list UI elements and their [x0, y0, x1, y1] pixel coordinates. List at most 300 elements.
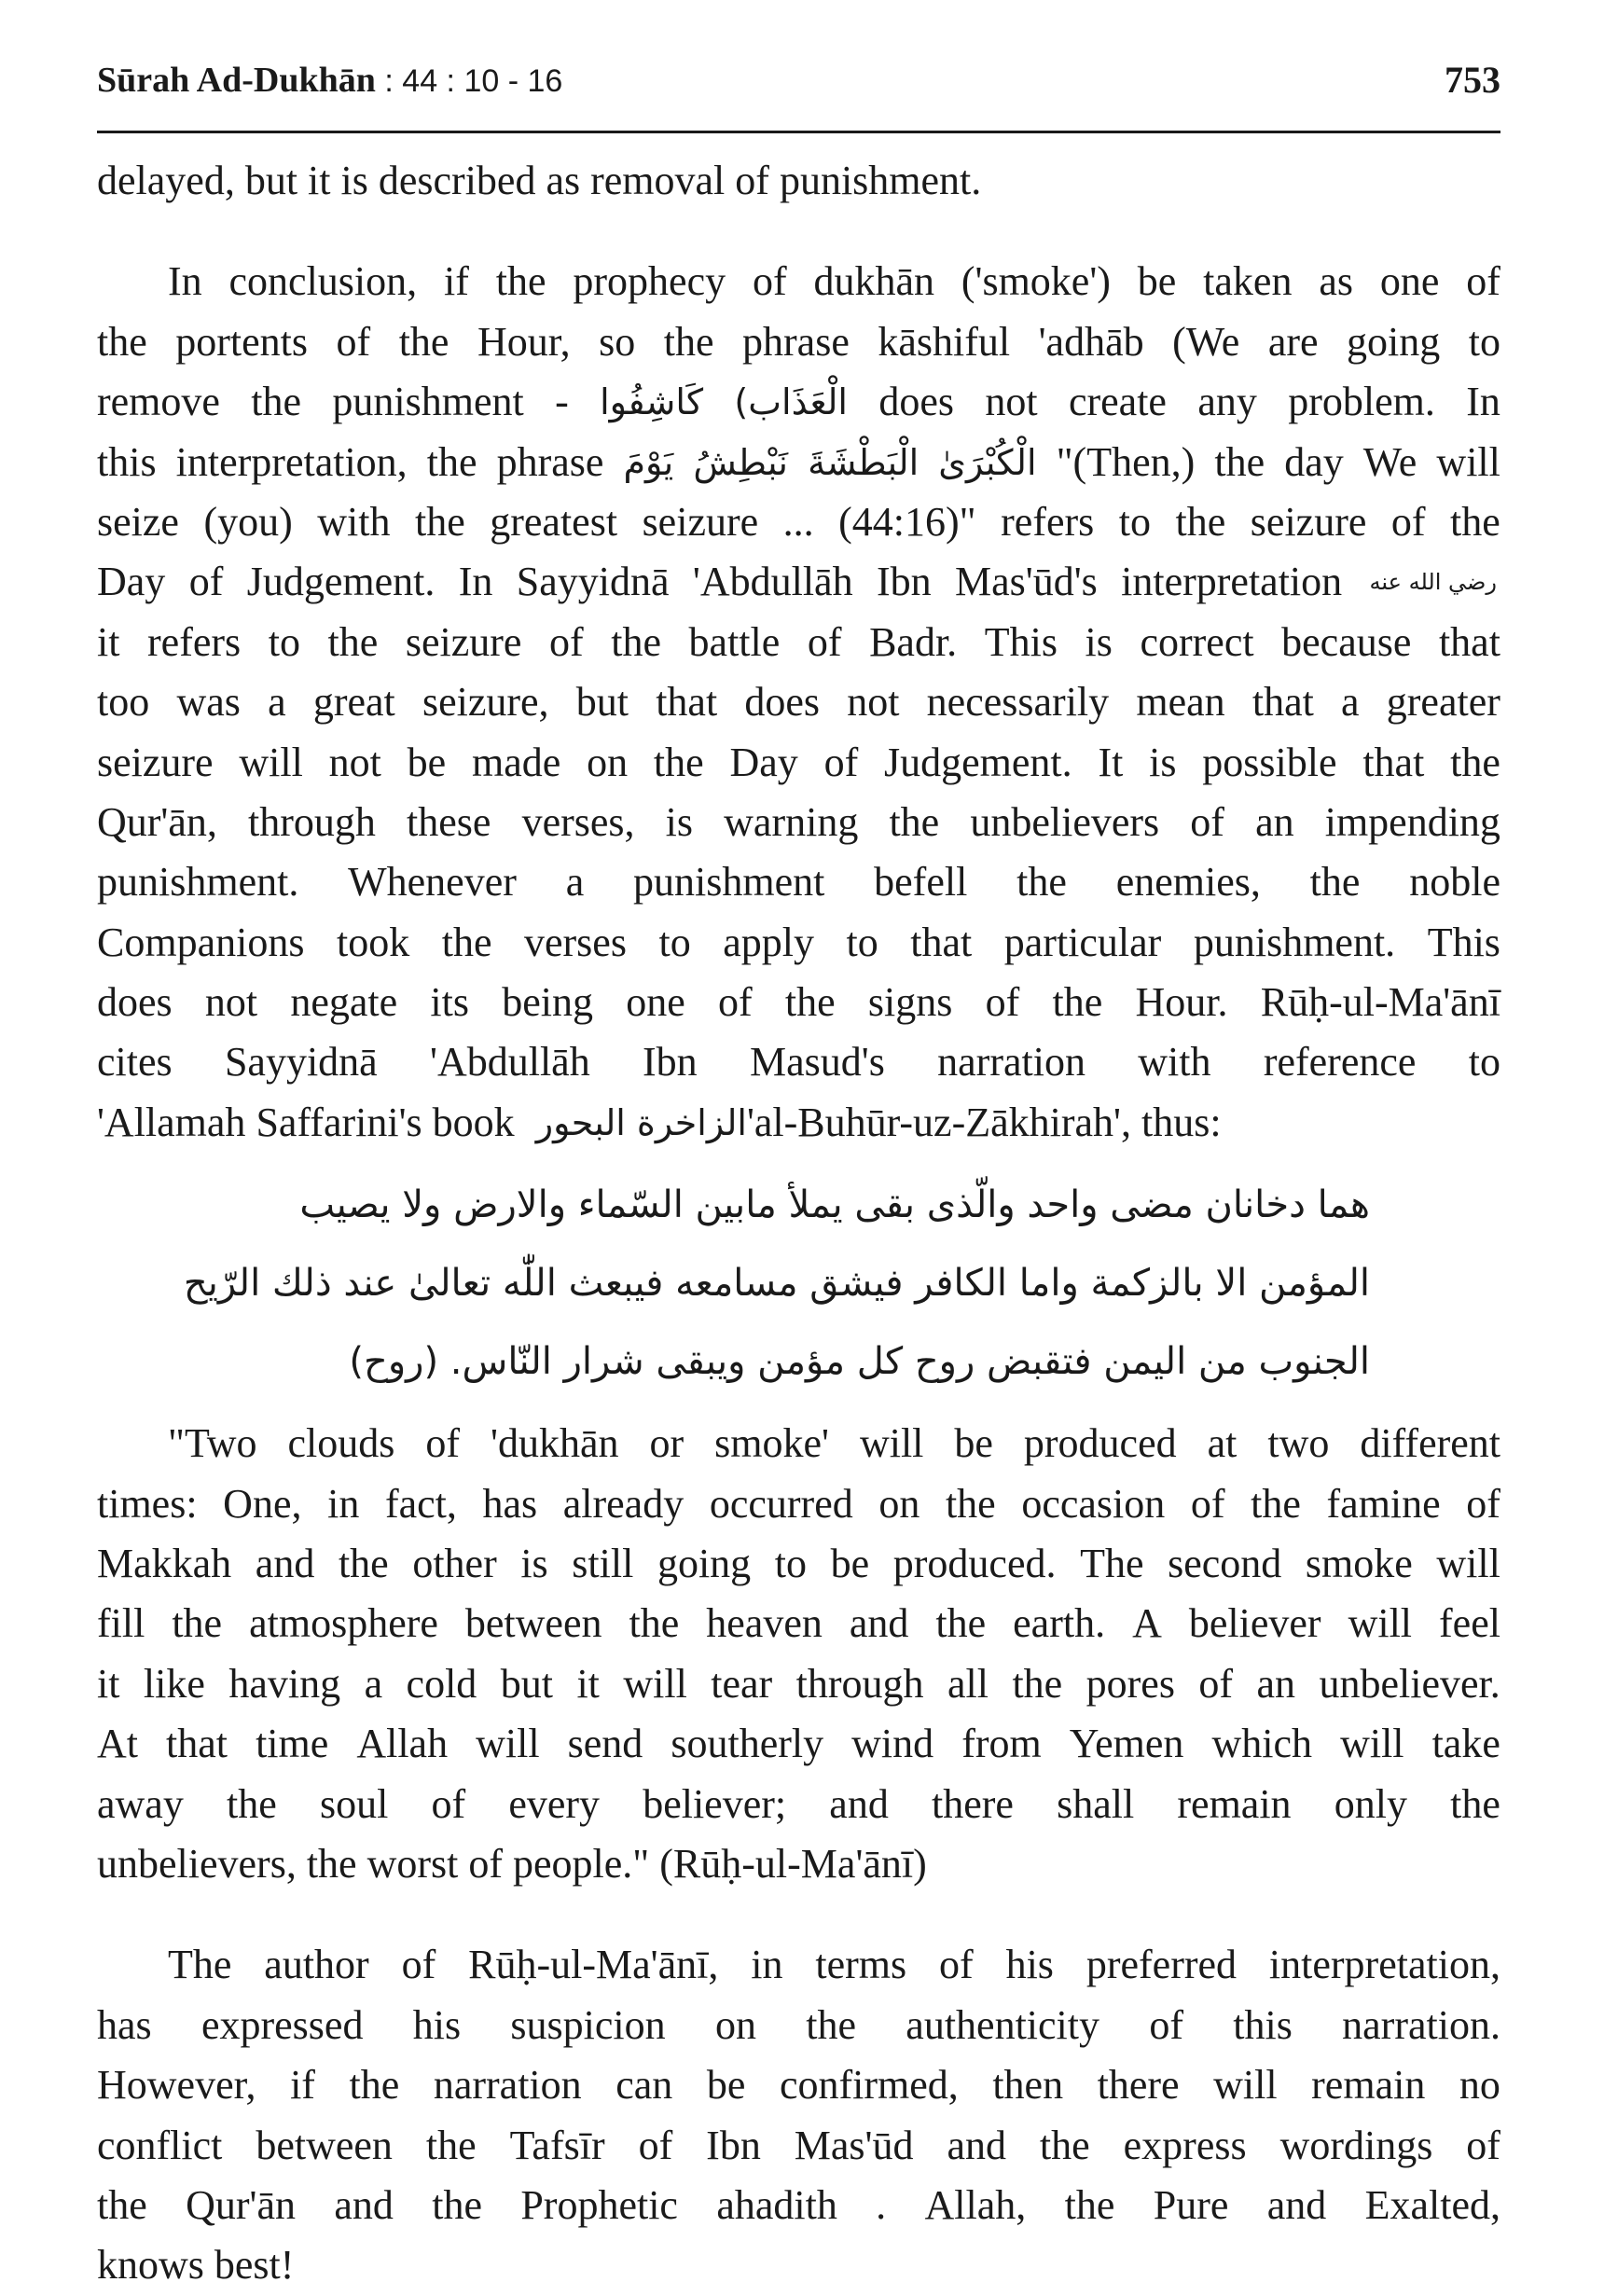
word: unbelievers [970, 798, 1160, 845]
word: an [1255, 798, 1294, 845]
word: كَاشِفُوا [600, 381, 704, 423]
word: remove [97, 379, 220, 425]
word: pores [1085, 1660, 1175, 1707]
word: that [1362, 739, 1425, 785]
word: seize [97, 498, 179, 545]
word: if [444, 258, 469, 305]
word: to [846, 919, 878, 965]
word: interpretation [1121, 559, 1343, 605]
word: unbeliever. [1319, 1660, 1500, 1707]
word: like [143, 1660, 205, 1707]
word: different [1360, 1420, 1500, 1467]
word: with [317, 498, 391, 545]
page-number: 753 [1445, 59, 1500, 101]
word: ... [782, 498, 814, 545]
word: greater [1386, 679, 1500, 726]
word: unbelievers, [97, 1840, 307, 1887]
word: that [166, 1721, 228, 1767]
word: kāshiful [878, 318, 1011, 365]
word: conclusion, [228, 258, 418, 305]
word: does [744, 679, 821, 726]
text-line [97, 433, 1500, 492]
word: and [255, 1541, 315, 1587]
word: seizure, [422, 679, 549, 726]
text-line [97, 2116, 1500, 2176]
word: the [97, 318, 147, 365]
text-line [97, 492, 1500, 552]
word: no [1459, 2062, 1500, 2109]
word: be [830, 1541, 870, 1587]
text-line [97, 852, 1500, 912]
text-line [97, 672, 1500, 732]
word: smoke [1305, 1541, 1413, 1587]
word: the [1016, 859, 1067, 906]
word: seizure [97, 739, 214, 785]
word: knows [97, 2242, 214, 2289]
text-line [97, 552, 1500, 612]
word: the [806, 2001, 856, 2048]
word: create [1068, 379, 1167, 425]
word: fact, [384, 1480, 457, 1527]
word: from [961, 1721, 1042, 1767]
word: Companions [97, 919, 305, 965]
word: to [1468, 318, 1500, 365]
word: In [1466, 379, 1500, 425]
word: as [546, 158, 591, 203]
word: being [502, 979, 593, 1026]
word: delayed, [97, 158, 245, 203]
word: and [849, 1600, 909, 1647]
word: people." [513, 1840, 660, 1887]
word: Allah [356, 1721, 449, 1767]
word: between [256, 2122, 393, 2168]
word: signs [867, 979, 953, 1026]
word: through [248, 798, 376, 845]
word: narration. [1342, 2001, 1500, 2048]
word: that [1251, 679, 1314, 726]
word: the [227, 1780, 277, 1827]
word: ('smoke') [961, 258, 1111, 305]
word: the [653, 739, 704, 785]
word: In [168, 258, 202, 305]
text-line [97, 1032, 1500, 1092]
word: so [599, 318, 636, 365]
word: too [97, 679, 150, 726]
word: made [472, 739, 561, 785]
word: suspicion [510, 2001, 666, 2048]
verse-reference: : 44 : 10 - 16 [384, 63, 563, 99]
word: الزاخرة [625, 1101, 747, 1143]
word: Saffarini's [256, 1099, 433, 1145]
word: Tafsīr [509, 2122, 605, 2168]
word: will [476, 1721, 540, 1767]
word: of [425, 1420, 461, 1467]
word: be [407, 739, 447, 785]
word: remain [1311, 2062, 1426, 2109]
word: Rūḥ-ul-Ma'ānī [1260, 979, 1500, 1026]
word: the [425, 2122, 477, 2168]
word: enemies, [1115, 859, 1261, 906]
word: the [889, 798, 940, 845]
header-rule [97, 131, 1500, 133]
word: wordings [1279, 2122, 1433, 2168]
word: the [306, 1840, 367, 1887]
word: of [1466, 258, 1500, 305]
word: with [1138, 1039, 1211, 1086]
word: the [338, 1541, 389, 1587]
word: is [1149, 739, 1177, 785]
word: believer; [643, 1780, 787, 1827]
word: At [97, 1721, 138, 1767]
word: the [251, 379, 302, 425]
word: the [1450, 498, 1500, 545]
word: send [567, 1721, 643, 1767]
word: of [717, 979, 753, 1026]
word: the [1064, 2181, 1115, 2228]
word: Mas'ūd's [955, 559, 1098, 605]
word: removal [590, 158, 736, 203]
word: and [947, 2122, 1006, 2168]
word: will [859, 1420, 924, 1467]
text-line [97, 312, 1500, 372]
word: interpretation, [1268, 1942, 1500, 1988]
word: of [188, 559, 224, 605]
word: Day [729, 739, 798, 785]
word: wind [851, 1721, 934, 1767]
word: the [663, 318, 714, 365]
word: the [1052, 979, 1103, 1026]
word: apply [723, 919, 814, 965]
word: a [268, 679, 286, 726]
word: of [468, 1840, 514, 1887]
word: punishment. [1193, 919, 1396, 965]
word: البحور [524, 1101, 626, 1143]
word: "Two [168, 1420, 257, 1467]
word: feel [1439, 1600, 1500, 1647]
word: Whenever [348, 859, 517, 906]
word: of [1390, 498, 1426, 545]
word: In [458, 559, 493, 605]
word: the [629, 1600, 680, 1647]
word: day [1284, 438, 1344, 485]
word: verses [524, 919, 627, 965]
word: punishment. [779, 158, 992, 203]
word: this [1233, 2001, 1293, 2048]
word: produced. [892, 1541, 1057, 1587]
word: the [1450, 739, 1500, 785]
text-line [97, 151, 1500, 211]
word: seizure [405, 618, 522, 665]
word: preferred [1085, 1942, 1238, 1988]
word: punishment [633, 859, 825, 906]
word: of [1149, 2001, 1183, 2048]
word: the [398, 318, 449, 365]
word: occasion [1021, 1480, 1166, 1527]
word: of [1198, 1660, 1234, 1707]
word: refers [147, 618, 242, 665]
word: Badr. [869, 618, 958, 665]
word: "(Then,) [1056, 438, 1196, 485]
word: that [910, 919, 973, 965]
word: it [97, 1660, 120, 1707]
word: remain [1177, 1780, 1292, 1827]
word: great [312, 679, 395, 726]
running-title [97, 54, 562, 107]
word: will [1436, 438, 1500, 485]
word: all [947, 1660, 989, 1707]
word: then [992, 2062, 1064, 2109]
word: of [638, 2122, 673, 2168]
word: has [482, 1480, 538, 1527]
arabic-line: المؤمن الا بالزكمة واما الكافر فيشق مسامعه فيبعث اللّٰه تعالىٰ عند ذلك الرّيح [183, 1262, 1370, 1306]
word: thus: [1141, 1099, 1232, 1145]
word: necessarily [926, 679, 1110, 726]
word: one [1379, 258, 1440, 305]
word: was [176, 679, 241, 726]
word: conflict [97, 2122, 223, 2168]
word: confirmed, [779, 2062, 959, 2109]
word: the [441, 919, 492, 965]
word: heaven [706, 1600, 823, 1647]
word: Ibn [706, 2122, 761, 2168]
word: 'Allamah [97, 1099, 256, 1145]
word: this [97, 438, 157, 485]
word: going [657, 1541, 752, 1587]
word: does [878, 379, 954, 425]
word: verses, [521, 798, 635, 845]
word: cold [406, 1660, 477, 1707]
word: it [97, 618, 120, 665]
word: not [985, 379, 1038, 425]
word: cites [97, 1039, 173, 1086]
word: one [626, 979, 685, 1026]
word: We [1362, 438, 1417, 485]
word: 'dukhān [491, 1420, 619, 1467]
word: is [1085, 618, 1113, 665]
word: times: [97, 1480, 198, 1527]
word: which [1211, 1721, 1313, 1767]
word: interpretation, [175, 438, 408, 485]
word: the [935, 1600, 987, 1647]
word: the [414, 498, 465, 545]
word: if [290, 2062, 315, 2109]
word: Ibn [643, 1039, 698, 1086]
word: his [1005, 1942, 1054, 1988]
arabic-line: الجنوب من اليمن فتقبض روح كل مؤمن ويبقى شرار النّاس. (روح) [349, 1340, 1370, 1384]
word: the [172, 1600, 223, 1647]
word: a [565, 859, 585, 906]
word: authenticity [906, 2001, 1100, 2048]
word: Yemen [1069, 1721, 1184, 1767]
word: a [1341, 679, 1360, 726]
word: be [1137, 258, 1177, 305]
word: of [401, 1942, 436, 1988]
word: the [495, 258, 546, 305]
word: will [1340, 1721, 1404, 1767]
text-line [97, 1474, 1500, 1534]
word: going [1347, 318, 1441, 365]
word: of [823, 739, 859, 785]
text-line [97, 793, 1500, 852]
word: occurred [709, 1480, 853, 1527]
word: and [829, 1780, 889, 1827]
word: narration [937, 1039, 1085, 1086]
word: (We [1172, 318, 1240, 365]
running-header [97, 54, 1500, 106]
word: dukhān [813, 258, 935, 305]
word: worst [366, 1840, 469, 1887]
word: two [1267, 1420, 1330, 1467]
word: only [1334, 1780, 1407, 1827]
word: it [576, 1660, 600, 1707]
word: has [97, 2001, 152, 2048]
word: because [1281, 618, 1412, 665]
text-line [97, 1714, 1500, 1774]
word: atmosphere [249, 1600, 438, 1647]
word: to [658, 919, 691, 965]
word: Qur'ān, [97, 798, 217, 845]
arabic-quotation [97, 1153, 1500, 1401]
word: of [336, 318, 371, 365]
paragraph-gap [97, 1894, 1500, 1935]
word: produced [1023, 1420, 1177, 1467]
word: 'al-Buhūr-uz-Zākhirah', [746, 1099, 1141, 1145]
text-line [97, 913, 1500, 973]
word: of [1190, 798, 1224, 845]
word: of [1190, 1480, 1225, 1527]
word: as [1319, 258, 1353, 305]
word: a [364, 1660, 383, 1707]
word: phrase [742, 318, 850, 365]
word: at [1207, 1420, 1238, 1467]
word: time [256, 1721, 329, 1767]
word: warning [724, 798, 859, 845]
honorific-glyph: رضي الله عنه [1369, 569, 1497, 596]
word: is [520, 1541, 548, 1587]
word: الْعَذَاب) [734, 381, 848, 423]
word: be [954, 1420, 993, 1467]
word: - [555, 379, 569, 425]
word: the [1309, 859, 1361, 906]
page-body [97, 151, 1500, 2296]
word: This [1427, 919, 1500, 965]
text-line [97, 1775, 1500, 1834]
word: of [807, 618, 842, 665]
word: The [168, 1942, 232, 1988]
word: the [1251, 1480, 1301, 1527]
word: take [1431, 1721, 1500, 1767]
word: punishment [332, 379, 524, 425]
word: best! [214, 2242, 305, 2289]
word: of [939, 1942, 974, 1988]
surah-title: Sūrah Ad-Dukhān [97, 61, 376, 100]
word: on [878, 1480, 920, 1527]
word: or [649, 1420, 684, 1467]
word: the [97, 2181, 147, 2228]
text-line [97, 2055, 1500, 2115]
word: between [464, 1600, 602, 1647]
word: book [432, 1099, 525, 1145]
word: This [984, 618, 1058, 665]
word: famine [1326, 1480, 1441, 1527]
word: fill [97, 1600, 145, 1647]
word: 'adhāb [1038, 318, 1144, 365]
word: in [327, 1480, 360, 1527]
word: there [932, 1780, 1014, 1827]
word: يَوْمَ [623, 441, 674, 483]
word: not [204, 979, 258, 1026]
word: 'Abdullāh [430, 1039, 590, 1086]
word: that [656, 679, 718, 726]
word: and [334, 2181, 394, 2228]
word: Sayyidnā [224, 1039, 378, 1086]
word: of [985, 979, 1020, 1026]
word: Mas'ūd [794, 2122, 914, 2168]
word: in [751, 1942, 783, 1988]
word: are [1267, 318, 1319, 365]
word: the [349, 2062, 400, 2109]
text-line [97, 1996, 1500, 2055]
word: but [244, 158, 309, 203]
word: shall [1057, 1780, 1135, 1827]
word: not [328, 739, 381, 785]
word: the [1175, 498, 1226, 545]
word: the [426, 438, 477, 485]
word: its [430, 979, 469, 1026]
word: possible [1202, 739, 1337, 785]
word: Hour, [477, 318, 571, 365]
word: Makkah [97, 1541, 232, 1587]
word: believer [1188, 1600, 1321, 1647]
word: Allah, [924, 2181, 1027, 2228]
word: earth. [1013, 1600, 1106, 1647]
word: on [714, 2001, 756, 2048]
word: not [847, 679, 900, 726]
word: Exalted, [1364, 2181, 1500, 2228]
word: refers [1001, 498, 1095, 545]
word: Sayyidnā [516, 559, 670, 605]
word: will [1213, 2062, 1278, 2109]
word: to [774, 1541, 808, 1587]
text-line [97, 1935, 1500, 1995]
word: the [1039, 2122, 1090, 2168]
word: an [1256, 1660, 1296, 1707]
word: will [1348, 1600, 1413, 1647]
word: the [784, 979, 836, 1026]
word: to [1468, 1039, 1500, 1086]
word: The [1080, 1541, 1144, 1587]
text-line [97, 613, 1500, 672]
word: the [1012, 1660, 1063, 1707]
word: ahadith [716, 2181, 837, 2228]
word: will [239, 739, 303, 785]
word: Judgement. [246, 559, 436, 605]
word: described [378, 158, 546, 203]
word: Qur'ān [186, 2181, 296, 2228]
word: befell [874, 859, 968, 906]
word: took [336, 919, 410, 965]
word: express [1123, 2122, 1247, 2168]
word: of [735, 158, 780, 203]
word: it [308, 158, 341, 203]
word: can [615, 2062, 673, 2109]
word: of [1466, 1480, 1500, 1527]
text-line [97, 733, 1500, 793]
word: reference [1263, 1039, 1417, 1086]
word: Judgement. [884, 739, 1072, 785]
word: southerly [671, 1721, 824, 1767]
word: However, [97, 2062, 256, 2109]
